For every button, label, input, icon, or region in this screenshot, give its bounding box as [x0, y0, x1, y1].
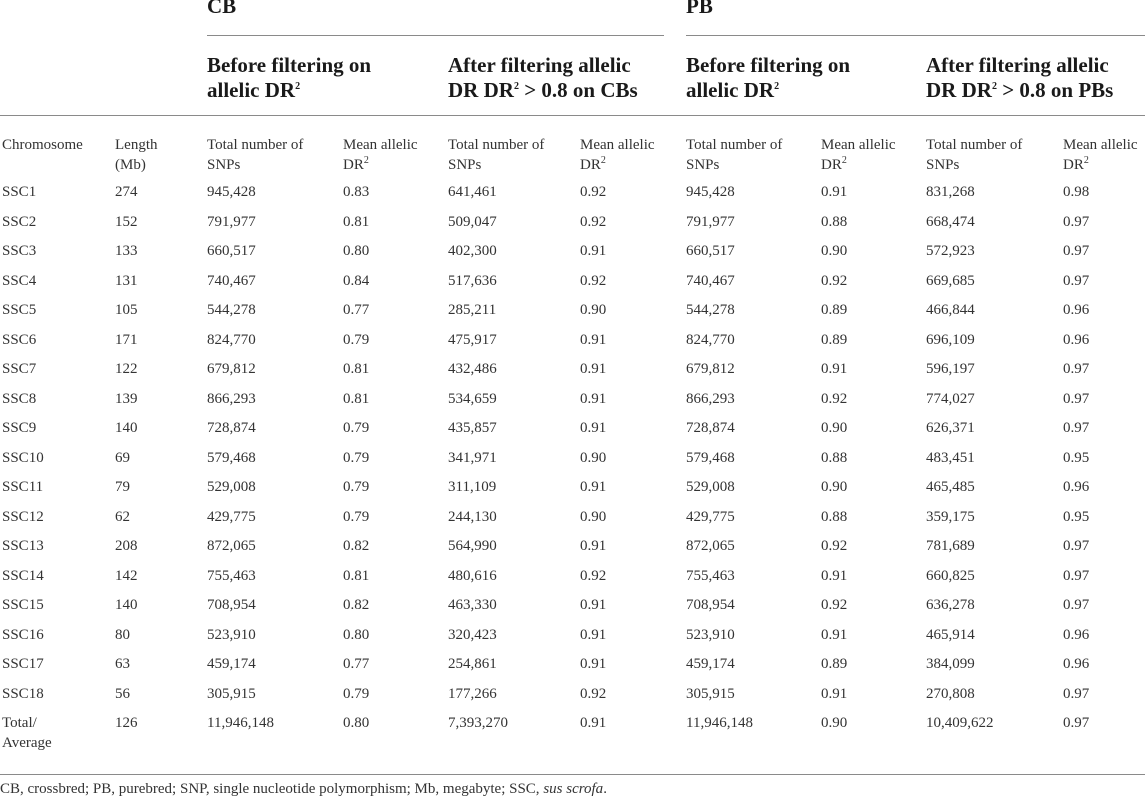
table-cell: 0.81 [343, 361, 370, 377]
chromosome-cell: SSC9 [2, 420, 37, 436]
table-cell: 459,174 [686, 656, 735, 672]
data-table [0, 182, 1145, 757]
col-length: Length (Mb) [115, 137, 158, 173]
table-row [0, 448, 1145, 478]
table-cell: 660,825 [926, 567, 975, 584]
table-cell: 0.90 [580, 508, 607, 525]
table-cell: 740,467 [207, 272, 256, 289]
table-row [0, 359, 1145, 389]
table-cell: 0.91 [821, 184, 848, 200]
table-cell: 0.90 [580, 302, 607, 318]
table-cell: 0.92 [821, 597, 848, 613]
table-cell: 305,915 [686, 685, 735, 702]
table-cell: 831,268 [926, 184, 975, 200]
table-cell: 402,300 [448, 243, 497, 259]
table-cell: 0.95 [1063, 508, 1090, 525]
table-cell: 0.96 [1063, 626, 1090, 643]
table-row [0, 300, 1145, 330]
table-cell: 596,197 [926, 361, 975, 377]
table-cell: 523,910 [686, 626, 735, 643]
table-cell: 579,468 [686, 449, 735, 466]
chromosome-cell: SSC7 [2, 361, 37, 377]
table-row [0, 418, 1145, 448]
table-cell: 0.91 [821, 626, 848, 643]
table-cell: 679,812 [207, 361, 256, 377]
table-cell: 0.91 [580, 597, 607, 613]
chromosome-cell: SSC16 [2, 626, 44, 643]
table-cell: 0.84 [343, 272, 370, 289]
group-header-cb: CB [207, 0, 237, 18]
table-cell: 429,775 [207, 508, 256, 525]
table-cell: 0.90 [821, 479, 848, 495]
table-cell: 0.91 [580, 243, 607, 259]
table-cell: 872,065 [686, 538, 735, 554]
table-cell: 0.83 [343, 184, 370, 200]
table-cell: 0.91 [821, 685, 848, 702]
col-cb-after-total: Total number of SNPs [448, 137, 545, 173]
table-cell: 824,770 [686, 331, 735, 348]
table-cell: 641,461 [448, 184, 497, 200]
table-cell: 208 [115, 538, 138, 554]
table-cell: 728,874 [207, 420, 256, 436]
col-pb-before-total: Total number of SNPs [686, 137, 783, 173]
table-cell: 866,293 [207, 390, 256, 407]
cb-before-header: Before filtering on allelic $DR^2$ [207, 53, 372, 102]
chromosome-cell: SSC1 [2, 184, 37, 200]
table-cell: 254,861 [448, 656, 497, 672]
total-row [0, 713, 1145, 757]
table-cell: 0.97 [1063, 685, 1090, 702]
table-cell: 105 [115, 302, 138, 318]
table-cell: 529,008 [686, 479, 735, 495]
table-cell: 0.91 [580, 479, 607, 495]
table-cell: 626,371 [926, 420, 975, 436]
table-cell: 509,047 [448, 213, 497, 230]
table-cell: 139 [115, 390, 138, 407]
table-cell: 69 [115, 449, 130, 466]
table-cell: 0.88 [821, 213, 848, 230]
chromosome-cell: SSC15 [2, 597, 44, 613]
table-cell: 0.90 [821, 715, 848, 731]
table-cell: 0.97 [1063, 538, 1090, 554]
table-cell: 384,099 [926, 656, 975, 672]
table-cell: 56 [115, 685, 130, 702]
table-cell: 0.89 [821, 656, 848, 672]
bottom-rule [0, 774, 1145, 775]
table-cell: 708,954 [207, 597, 256, 613]
footnote: CB, crossbred; PB, purebred; SNP, single nucleotide polymorphism; Mb, megabyte; SSC, sus scrofa. [0, 781, 607, 797]
table-cell: 79 [115, 479, 130, 495]
table-cell: 0.97 [1063, 390, 1090, 407]
table-cell: 636,278 [926, 597, 975, 613]
chromosome-cell: SSC10 [2, 449, 44, 466]
table-cell: 0.91 [580, 331, 607, 348]
table-cell: 285,211 [448, 302, 497, 318]
table-cell: 0.92 [580, 213, 607, 230]
table-cell: 0.97 [1063, 361, 1090, 377]
table-cell: 679,812 [686, 361, 735, 377]
cb-after-header: After filtering allelic DR $DR^2 > 0.8$ on CBs [448, 53, 638, 102]
pb-after-header: After filtering allelic DR $DR^2 > 0.8$ on PBs [926, 53, 1114, 102]
table-cell: 0.79 [343, 331, 370, 348]
table-row [0, 330, 1145, 360]
table-cell: 0.91 [821, 361, 848, 377]
table-cell: 740,467 [686, 272, 735, 289]
table-cell: 483,451 [926, 449, 975, 466]
table-cell: 465,485 [926, 479, 975, 495]
table-row [0, 566, 1145, 596]
table-cell: 274 [115, 184, 138, 200]
table-cell: 0.91 [580, 538, 607, 554]
table-cell: 0.88 [821, 449, 848, 466]
table-cell: 0.82 [343, 538, 370, 554]
total-label-text: Total/ Average [2, 715, 52, 751]
table-cell: 142 [115, 567, 138, 584]
table-cell: 0.92 [580, 685, 607, 702]
table-cell: 0.80 [343, 243, 370, 259]
table-cell: 945,428 [686, 184, 735, 200]
table-cell: 781,689 [926, 538, 975, 554]
table-cell: 126 [115, 715, 138, 731]
table-cell: 708,954 [686, 597, 735, 613]
table-cell: 11,946,148 [686, 715, 753, 731]
table-cell: 320,423 [448, 626, 497, 643]
table-cell: 11,946,148 [207, 715, 274, 731]
chromosome-cell: SSC2 [2, 213, 37, 230]
chromosome-cell: SSC18 [2, 685, 44, 702]
table-cell: 529,008 [207, 479, 256, 495]
table-row [0, 182, 1145, 212]
table-cell: 171 [115, 331, 138, 348]
chromosome-cell: SSC5 [2, 302, 37, 318]
table-cell: 669,685 [926, 272, 975, 289]
table-cell: 0.91 [580, 390, 607, 407]
table-cell: 0.96 [1063, 656, 1090, 672]
table-row [0, 625, 1145, 655]
table-cell: 62 [115, 508, 130, 525]
table-cell: 0.97 [1063, 213, 1090, 230]
table-cell: 0.91 [580, 656, 607, 672]
pb-before-header: Before filtering on allelic $DR^2$ [686, 53, 851, 102]
table-cell: 177,266 [448, 685, 497, 702]
table-cell: 0.90 [821, 243, 848, 259]
table-cell: 0.80 [343, 626, 370, 643]
table-row [0, 389, 1145, 419]
table-cell: 517,636 [448, 272, 497, 289]
table-cell: 63 [115, 656, 130, 672]
col-cb-after-mean: Mean allelic $DR^2$ [580, 137, 655, 173]
table-cell: 7,393,270 [448, 715, 508, 731]
table-cell: 0.81 [343, 567, 370, 584]
table-cell: 0.97 [1063, 272, 1090, 289]
table-row [0, 654, 1145, 684]
total-label [0, 713, 115, 757]
table-row [0, 536, 1145, 566]
table-row [0, 507, 1145, 537]
table-cell: 80 [115, 626, 130, 643]
table-cell: 429,775 [686, 508, 735, 525]
table-cell: 696,109 [926, 331, 975, 348]
table-cell: 152 [115, 213, 138, 230]
chromosome-cell: SSC12 [2, 508, 44, 525]
table-cell: 0.91 [821, 567, 848, 584]
table-cell: 131 [115, 272, 138, 289]
table-cell: 0.97 [1063, 243, 1090, 259]
table-cell: 140 [115, 597, 138, 613]
table-cell: 572,923 [926, 243, 975, 259]
table-cell: 0.91 [580, 420, 607, 436]
table-cell: 463,330 [448, 597, 497, 613]
table-cell: 0.91 [580, 715, 607, 731]
table-cell: 660,517 [686, 243, 735, 259]
table-row [0, 684, 1145, 714]
chromosome-cell: SSC4 [2, 272, 37, 289]
table-cell: 755,463 [207, 567, 256, 584]
table-row [0, 595, 1145, 625]
table-cell: 341,971 [448, 449, 497, 466]
table-cell: 0.96 [1063, 302, 1090, 318]
table-cell: 0.77 [343, 656, 370, 672]
table-cell: 728,874 [686, 420, 735, 436]
table-cell: 945,428 [207, 184, 256, 200]
table-cell: 0.90 [580, 449, 607, 466]
table-cell: 791,977 [207, 213, 256, 230]
col-cb-before-total: Total number of SNPs [207, 137, 304, 173]
table-cell: 668,474 [926, 213, 975, 230]
table-cell: 544,278 [686, 302, 735, 318]
table-cell: 0.88 [821, 508, 848, 525]
table-cell: 466,844 [926, 302, 975, 318]
table-cell: 270,808 [926, 685, 975, 702]
table-cell: 432,486 [448, 361, 497, 377]
table-cell: 774,027 [926, 390, 975, 407]
col-pb-after-total: Total number of SNPs [926, 137, 1023, 173]
table-cell: 0.91 [580, 626, 607, 643]
table-cell: 459,174 [207, 656, 256, 672]
pb-group-rule [686, 35, 1145, 36]
table-cell: 244,130 [448, 508, 497, 525]
table-cell: 0.80 [343, 715, 370, 731]
cb-group-rule [207, 35, 664, 36]
table-cell: 0.97 [1063, 567, 1090, 584]
table-cell: 564,990 [448, 538, 497, 554]
col-pb-before-mean: Mean allelic $DR^2$ [821, 137, 896, 173]
table-cell: 755,463 [686, 567, 735, 584]
table-cell: 480,616 [448, 567, 497, 584]
table-cell: 0.92 [580, 272, 607, 289]
col-cb-before-mean: Mean allelic $DR^2$ [343, 137, 418, 173]
chromosome-cell: SSC13 [2, 538, 44, 554]
table-cell: 824,770 [207, 331, 256, 348]
table-cell: 791,977 [686, 213, 735, 230]
table-cell: 0.79 [343, 508, 370, 525]
table-cell: 10,409,622 [926, 715, 994, 731]
table-cell: 0.96 [1063, 479, 1090, 495]
table-cell: 311,109 [448, 479, 497, 495]
table-cell: 866,293 [686, 390, 735, 407]
table-cell: 475,917 [448, 331, 497, 348]
table-cell: 122 [115, 361, 138, 377]
table-cell: 0.98 [1063, 184, 1090, 200]
table-cell: 435,857 [448, 420, 497, 436]
table-row [0, 271, 1145, 301]
table-cell: 465,914 [926, 626, 975, 643]
header-rule [0, 115, 1145, 116]
table-cell: 0.82 [343, 597, 370, 613]
table-cell: 140 [115, 420, 138, 436]
table-cell: 0.92 [580, 184, 607, 200]
table-cell: 0.92 [580, 567, 607, 584]
chromosome-cell: SSC8 [2, 390, 37, 407]
table-cell: 0.79 [343, 685, 370, 702]
table-cell: 0.81 [343, 213, 370, 230]
table-cell: 0.79 [343, 479, 370, 495]
chromosome-cell: SSC17 [2, 656, 44, 672]
table-row [0, 241, 1145, 271]
table-cell: 0.90 [821, 420, 848, 436]
table-cell: 0.92 [821, 538, 848, 554]
table-cell: 359,175 [926, 508, 975, 525]
table-cell: 0.95 [1063, 449, 1090, 466]
table-cell: 0.91 [580, 361, 607, 377]
table-row [0, 477, 1145, 507]
table-cell: 523,910 [207, 626, 256, 643]
table-cell: 534,659 [448, 390, 497, 407]
table-cell: 0.89 [821, 331, 848, 348]
table-cell: 0.97 [1063, 715, 1090, 731]
table-cell: 0.92 [821, 272, 848, 289]
chromosome-cell: SSC11 [2, 479, 44, 495]
table-cell: 579,468 [207, 449, 256, 466]
chromosome-cell: SSC6 [2, 331, 37, 348]
table-cell: 0.96 [1063, 331, 1090, 348]
table-cell: 544,278 [207, 302, 256, 318]
chromosome-cell: SSC14 [2, 567, 44, 584]
table-cell: 133 [115, 243, 138, 259]
table-cell: 0.77 [343, 302, 370, 318]
table-cell: 305,915 [207, 685, 256, 702]
col-pb-after-mean: Mean allelic $DR^2$ [1063, 137, 1138, 173]
table-cell: 0.81 [343, 390, 370, 407]
table-cell: 660,517 [207, 243, 256, 259]
group-header-pb: PB [686, 0, 713, 18]
table-cell: 0.79 [343, 420, 370, 436]
table-row [0, 212, 1145, 242]
table-cell: 0.97 [1063, 597, 1090, 613]
table-cell: 0.97 [1063, 420, 1090, 436]
chromosome-cell: SSC3 [2, 243, 37, 259]
table-cell: 0.89 [821, 302, 848, 318]
table-cell: 0.92 [821, 390, 848, 407]
col-chromosome: Chromosome [2, 137, 83, 153]
table-cell: 872,065 [207, 538, 256, 554]
table-cell: 0.79 [343, 449, 370, 466]
